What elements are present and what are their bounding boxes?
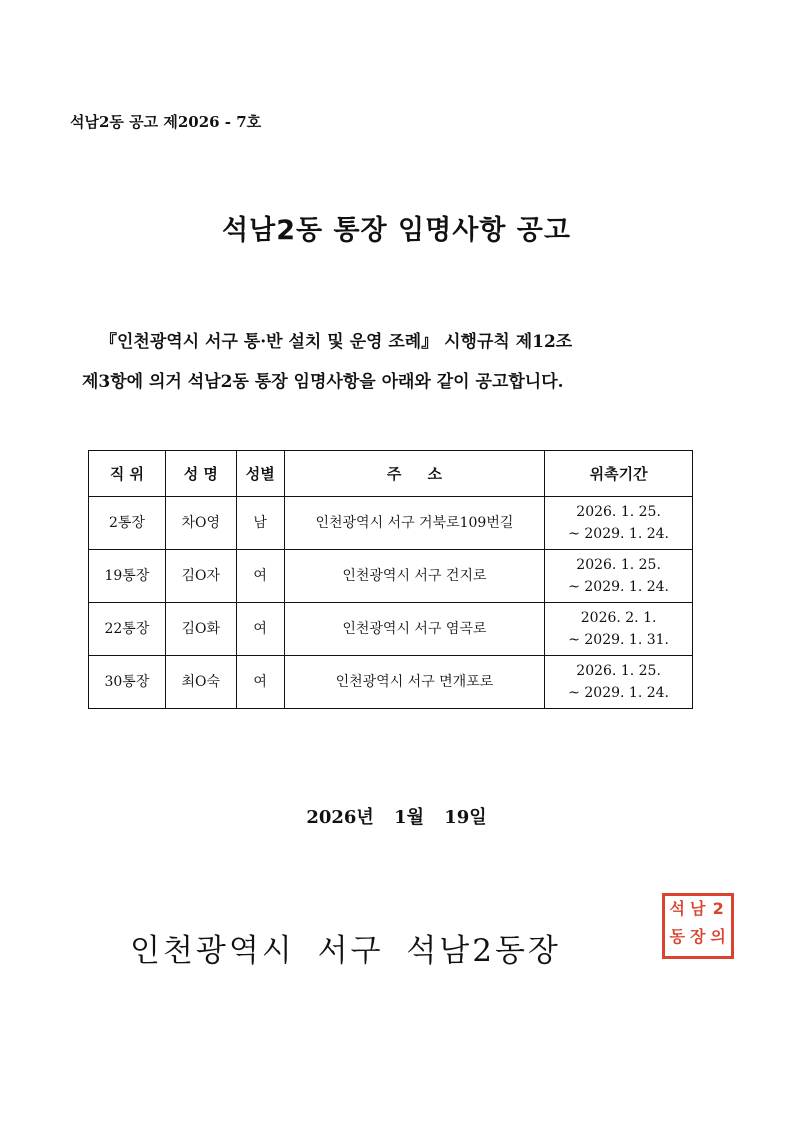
official-seal <box>662 893 734 959</box>
period-end: ~ 2029. 1. 24. <box>568 685 669 701</box>
row-address: 인천광역시 서구 염곡로 <box>284 603 545 656</box>
row-position: 30통장 <box>89 656 166 709</box>
row-gender: 여 <box>236 603 284 656</box>
row-name: 차O영 <box>165 497 236 550</box>
row-address: 인천광역시 서구 건지로 <box>284 550 545 603</box>
header-period: 위촉기간 <box>545 451 693 497</box>
seal-char: 장 <box>689 927 706 946</box>
period-start: 2026. 1. 25. <box>576 663 661 679</box>
row-name: 김O화 <box>165 603 236 656</box>
appointment-table <box>88 450 693 709</box>
header-gender: 성별 <box>236 451 284 497</box>
seal-char: 의 <box>710 927 726 946</box>
row-gender: 남 <box>236 497 284 550</box>
table-header-row <box>89 451 693 497</box>
issuer-signature: 인천광역시 서구 석남2동장 <box>130 933 561 969</box>
row-period <box>545 603 693 656</box>
row-position: 22통장 <box>89 603 166 656</box>
row-name: 김O자 <box>165 550 236 603</box>
period-start: 2026. 1. 25. <box>576 557 661 573</box>
seal-char: 2 <box>712 899 724 918</box>
seal-char: 석 <box>669 899 685 918</box>
row-period <box>545 497 693 550</box>
body-line-1: 『인천광역시 서구 통·반 설치 및 운영 조례』 시행규칙 제12조 <box>100 332 573 352</box>
period-start: 2026. 1. 25. <box>576 504 661 520</box>
body-line-2: 제3항에 의거 석남2동 통장 임명사항을 아래와 같이 공고합니다. <box>82 372 564 392</box>
period-start: 2026. 2. 1. <box>580 610 657 626</box>
row-period <box>545 656 693 709</box>
header-address: 주 소 <box>284 451 545 497</box>
table-row <box>89 603 693 656</box>
announcement-date: 2026년 1월 19일 <box>306 807 487 828</box>
period-end: ~ 2029. 1. 24. <box>568 526 669 542</box>
seal-char: 동 <box>669 927 685 946</box>
row-position: 2통장 <box>89 497 166 550</box>
table-row <box>89 656 693 709</box>
document-number: 석남2동 공고 제2026 - 7호 <box>70 113 262 131</box>
seal-char: 남 <box>689 899 706 918</box>
table-row <box>89 497 693 550</box>
row-gender: 여 <box>236 656 284 709</box>
row-position: 19통장 <box>89 550 166 603</box>
document-title: 석남2동 통장 임명사항 공고 <box>222 215 571 246</box>
row-address: 인천광역시 서구 면개포로 <box>284 656 545 709</box>
table-row <box>89 550 693 603</box>
period-end: ~ 2029. 1. 24. <box>568 579 669 595</box>
header-name: 성 명 <box>165 451 236 497</box>
row-name: 최O숙 <box>165 656 236 709</box>
header-position: 직 위 <box>89 451 166 497</box>
row-gender: 여 <box>236 550 284 603</box>
period-end: ~ 2029. 1. 31. <box>568 632 669 648</box>
row-address: 인천광역시 서구 거북로109번길 <box>284 497 545 550</box>
row-period <box>545 550 693 603</box>
